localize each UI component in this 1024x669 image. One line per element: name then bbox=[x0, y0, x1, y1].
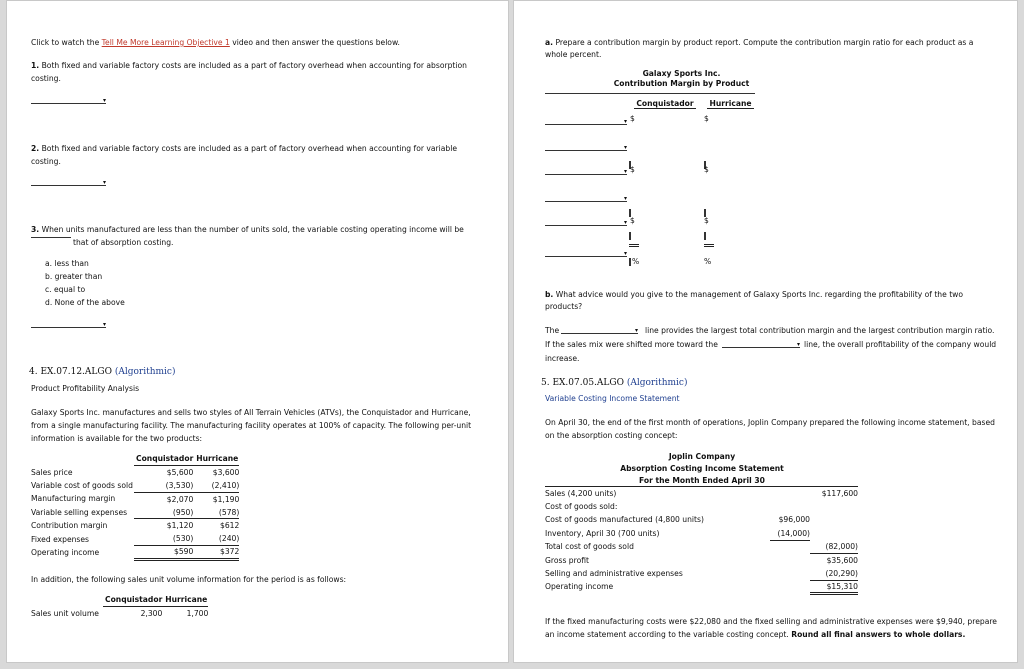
table-row: Operating income $590 $372 bbox=[31, 546, 239, 559]
cm-header-rule bbox=[545, 93, 755, 94]
q4-para-3: information is available for the two products: bbox=[31, 434, 203, 443]
left-page bbox=[6, 0, 509, 663]
part-b-text: b. What advice would you give to the management of Galaxy Sports Inc. regarding the profitability of the two bbox=[545, 290, 964, 299]
q4-addition-text: In addition, the following sales unit volume information for the period is as follows: bbox=[31, 575, 347, 584]
q3-blank bbox=[31, 237, 71, 238]
video-link[interactable]: Tell Me More Learning Objective 1 bbox=[101, 38, 230, 47]
table-row: Sales price $5,600 $3,600 bbox=[31, 467, 240, 477]
chevron-down-icon: ▾ bbox=[623, 219, 627, 226]
part-a-line2: whole percent. bbox=[545, 50, 602, 59]
q5-footer-1: If the fixed manufacturing costs were $22,080 and the fixed selling and administrative expenses were $9,940, prepare bbox=[545, 617, 997, 626]
cm-col-hurricane: Hurricane bbox=[707, 99, 754, 109]
q5-para-1: On April 30, the end of the first month of operations, Joplin Company prepared the following income statement, based bbox=[545, 418, 995, 427]
is-title-2: Absorption Costing Income Statement bbox=[620, 464, 784, 473]
dollar-sign: $ bbox=[630, 165, 635, 174]
q3-option-c: c. equal to bbox=[45, 285, 86, 294]
cm-row3-dropdown[interactable] bbox=[545, 166, 627, 175]
cm-row5-dropdown[interactable] bbox=[545, 217, 627, 226]
chevron-down-icon: ▾ bbox=[623, 168, 627, 175]
q5-heading: 5. EX.07.05.ALGO (Algorithmic) bbox=[541, 378, 688, 388]
dollar-sign: $ bbox=[704, 165, 709, 174]
chevron-down-icon: ▾ bbox=[623, 250, 627, 257]
is-title-1: Joplin Company bbox=[668, 452, 736, 461]
table-row: Manufacturing margin $2,070 $1,190 bbox=[31, 494, 240, 504]
table-row: Total cost of goods sold (82,000) bbox=[545, 540, 858, 553]
cm-col-conquistador: Conquistador bbox=[634, 99, 696, 109]
part-b-s2b: line, the overall profitability of the company would bbox=[804, 340, 997, 349]
part-b-line2: products? bbox=[545, 302, 583, 311]
vol-col-conquistador: Conquistador bbox=[103, 593, 162, 606]
input-cursor bbox=[629, 232, 631, 240]
chevron-down-icon: ▾ bbox=[102, 179, 106, 186]
chevron-down-icon: ▾ bbox=[623, 118, 627, 125]
q1-dropdown[interactable] bbox=[31, 95, 106, 104]
part-b-s1b: line provides the largest total contribution margin and the largest contribution margin ratio. bbox=[645, 326, 995, 335]
question-2: 2. Both fixed and variable factory costs are included as a part of factory overhead when accounting for variable bbox=[31, 144, 458, 153]
part-b-s1a: The bbox=[545, 326, 560, 335]
chevron-down-icon: ▾ bbox=[623, 144, 627, 151]
q3-option-d: d. None of the above bbox=[45, 298, 125, 307]
b-dropdown-1[interactable] bbox=[561, 325, 638, 334]
table-row: Sales unit volume 2,300 1,700 bbox=[31, 608, 209, 618]
cm-title-1: Galaxy Sports Inc. bbox=[642, 69, 721, 78]
per-unit-table bbox=[31, 452, 239, 561]
q5-subtitle: Variable Costing Income Statement bbox=[545, 394, 680, 403]
part-b-s2a: If the sales mix were shifted more toward the bbox=[545, 340, 718, 349]
question-3: 3. When units manufactured are less than the number of units sold, the variable costing operating income will be bbox=[31, 225, 464, 234]
input-cursor bbox=[629, 258, 631, 266]
dollar-sign: $ bbox=[704, 114, 709, 123]
table-row: Contribution margin $1,120 $612 bbox=[31, 521, 240, 531]
dollar-sign: $ bbox=[704, 216, 709, 225]
table-row: Fixed expenses (530) (240) bbox=[31, 532, 239, 545]
chevron-down-icon: ▾ bbox=[634, 327, 638, 334]
q4-para-2: from a single manufacturing facility. The manufacturing facility operates at 100% of capacity. The following per-unit bbox=[31, 421, 472, 430]
double-rule bbox=[704, 244, 714, 247]
col-hurricane: Hurricane bbox=[193, 452, 239, 465]
q3-option-a: a. less than bbox=[45, 259, 89, 268]
table-row: Cost of goods sold: bbox=[545, 502, 618, 512]
q4-heading: 4. EX.07.12.ALGO (Algorithmic) bbox=[29, 367, 176, 377]
table-row: Inventory, April 30 (700 units) (14,000) bbox=[545, 527, 858, 540]
is-title-3: For the Month Ended April 30 bbox=[639, 476, 765, 485]
table-row: Sales (4,200 units) $117,600 bbox=[545, 488, 858, 498]
input-cursor bbox=[704, 232, 706, 240]
vol-col-hurricane: Hurricane bbox=[162, 593, 208, 606]
chevron-down-icon: ▾ bbox=[623, 195, 627, 202]
b-dropdown-2[interactable] bbox=[722, 339, 800, 348]
q4-subtitle: Product Profitability Analysis bbox=[31, 384, 140, 393]
double-rule bbox=[629, 244, 639, 247]
chevron-down-icon: ▾ bbox=[796, 341, 800, 348]
table-row: Variable cost of goods sold (3,530) (2,410) bbox=[31, 479, 239, 492]
right-page bbox=[513, 0, 1018, 663]
chevron-down-icon: ▾ bbox=[102, 97, 106, 104]
dollar-sign: $ bbox=[630, 114, 635, 123]
q4-para-1: Galaxy Sports Inc. manufactures and sells two styles of All Terrain Vehicles (ATVs), the Conquistador and Hurricane, bbox=[31, 408, 471, 417]
cm-row2-dropdown[interactable] bbox=[545, 142, 627, 151]
part-b-s2c: increase. bbox=[545, 354, 580, 363]
q3-dropdown[interactable] bbox=[31, 319, 106, 328]
col-conquistador: Conquistador bbox=[134, 452, 193, 465]
intro-text: Click to watch the Tell Me More Learning Objective 1 video and then answer the questions below. bbox=[31, 38, 400, 47]
cm-row6-dropdown[interactable] bbox=[545, 248, 627, 257]
question-1-line2: costing. bbox=[31, 74, 61, 83]
absorption-income-statement bbox=[545, 486, 858, 595]
table-row: Variable selling expenses (950) (578) bbox=[31, 506, 239, 519]
table-row: Selling and administrative expenses (20,290) bbox=[545, 567, 858, 580]
q5-footer-2: an income statement according to the variable costing concept. Round all final answers to whole dollars. bbox=[545, 630, 966, 639]
question-2-line2: costing. bbox=[31, 157, 61, 166]
percent-sign: % bbox=[704, 257, 712, 266]
table-row: Operating income $15,310 bbox=[545, 580, 858, 593]
dollar-sign: $ bbox=[630, 216, 635, 225]
part-a-text: a. Prepare a contribution margin by product report. Compute the contribution margin ratio for each product as a bbox=[545, 38, 974, 47]
q3-option-b: b. greater than bbox=[45, 272, 103, 281]
percent-sign: % bbox=[632, 257, 640, 266]
question-1: 1. Both fixed and variable factory costs are included as a part of factory overhead when accounting for absorption bbox=[31, 61, 467, 70]
table-row: Gross profit $35,600 bbox=[545, 555, 858, 565]
q2-dropdown[interactable] bbox=[31, 177, 106, 186]
table-row: Cost of goods manufactured (4,800 units) $96,000 bbox=[545, 515, 810, 525]
cm-title-2: Contribution Margin by Product bbox=[613, 79, 750, 88]
chevron-down-icon: ▾ bbox=[102, 321, 106, 328]
q5-para-2: on the absorption costing concept: bbox=[545, 431, 678, 440]
cm-row4-dropdown[interactable] bbox=[545, 193, 627, 202]
question-3-line2: that of absorption costing. bbox=[73, 238, 174, 247]
volume-table bbox=[31, 593, 208, 620]
cm-row1-dropdown[interactable] bbox=[545, 116, 627, 125]
